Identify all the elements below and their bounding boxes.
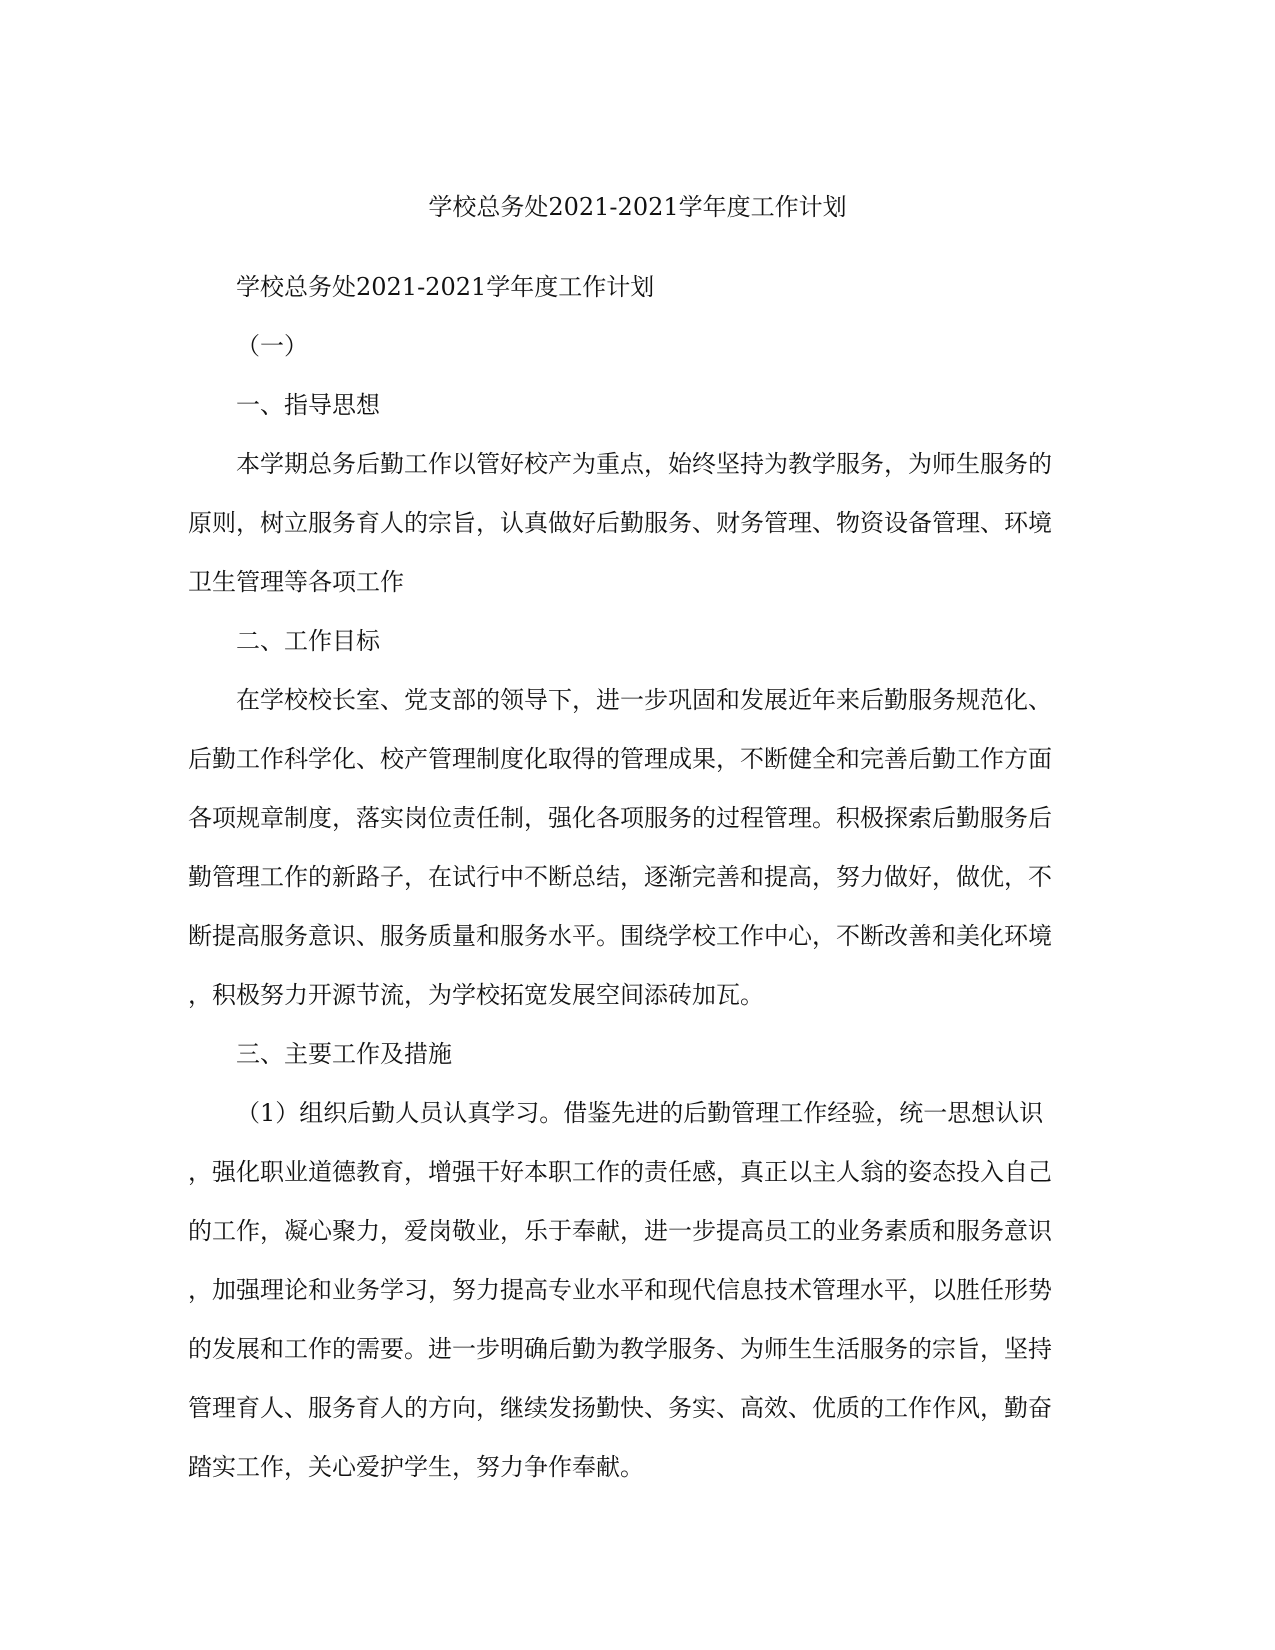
paragraph-line: ，积极努力开源节流，为学校拓宽发展空间添砖加瓦。	[188, 981, 764, 1009]
paragraph-line: 本学期总务后勤工作以管好校产为重点，始终坚持为教学服务，为师生服务的	[236, 450, 1052, 478]
heading-main-work: 三、主要工作及措施	[236, 1040, 452, 1068]
heading-work-goals: 二、工作目标	[236, 627, 380, 655]
paragraph-line: 原则，树立服务育人的宗旨，认真做好后勤服务、财务管理、物资设备管理、环境	[188, 509, 1052, 537]
paragraph-line: 的工作，凝心聚力，爱岗敬业，乐于奉献，进一步提高员工的业务素质和服务意识	[188, 1217, 1052, 1245]
paragraph-line: 的发展和工作的需要。进一步明确后勤为教学服务、为师生生活服务的宗旨，坚持	[188, 1335, 1052, 1363]
section-marker: （一）	[236, 332, 308, 360]
paragraph-line: 踏实工作，关心爱护学生，努力争作奉献。	[188, 1453, 644, 1481]
heading-guiding-thought: 一、指导思想	[236, 391, 380, 419]
paragraph-line: ，加强理论和业务学习，努力提高专业水平和现代信息技术管理水平，以胜任形势	[188, 1276, 1052, 1304]
document-title: 学校总务处2021-2021学年度工作计划	[428, 193, 847, 221]
paragraph-line: 在学校校长室、党支部的领导下，进一步巩固和发展近年来后勤服务规范化、	[236, 686, 1052, 714]
paragraph-line: （1）组织后勤人员认真学习。借鉴先进的后勤管理工作经验，统一思想认识	[236, 1099, 1044, 1127]
paragraph-line: 各项规章制度，落实岗位责任制，强化各项服务的过程管理。积极探索后勤服务后	[188, 804, 1052, 832]
paragraph-line: 后勤工作科学化、校产管理制度化取得的管理成果，不断健全和完善后勤工作方面	[188, 745, 1052, 773]
subtitle-line: 学校总务处2021-2021学年度工作计划	[236, 273, 655, 301]
paragraph-line: 断提高服务意识、服务质量和服务水平。围绕学校工作中心，不断改善和美化环境	[188, 922, 1052, 950]
document-body	[188, 258, 1088, 1497]
paragraph-line: 勤管理工作的新路子，在试行中不断总结，逐渐完善和提高，努力做好，做优，不	[188, 863, 1052, 891]
paragraph-line: 卫生管理等各项工作	[188, 568, 404, 596]
paragraph-line: ，强化职业道德教育，增强干好本职工作的责任感，真正以主人翁的姿态投入自己	[188, 1158, 1052, 1186]
paragraph-line: 管理育人、服务育人的方向，继续发扬勤快、务实、高效、优质的工作作风，勤奋	[188, 1394, 1052, 1422]
